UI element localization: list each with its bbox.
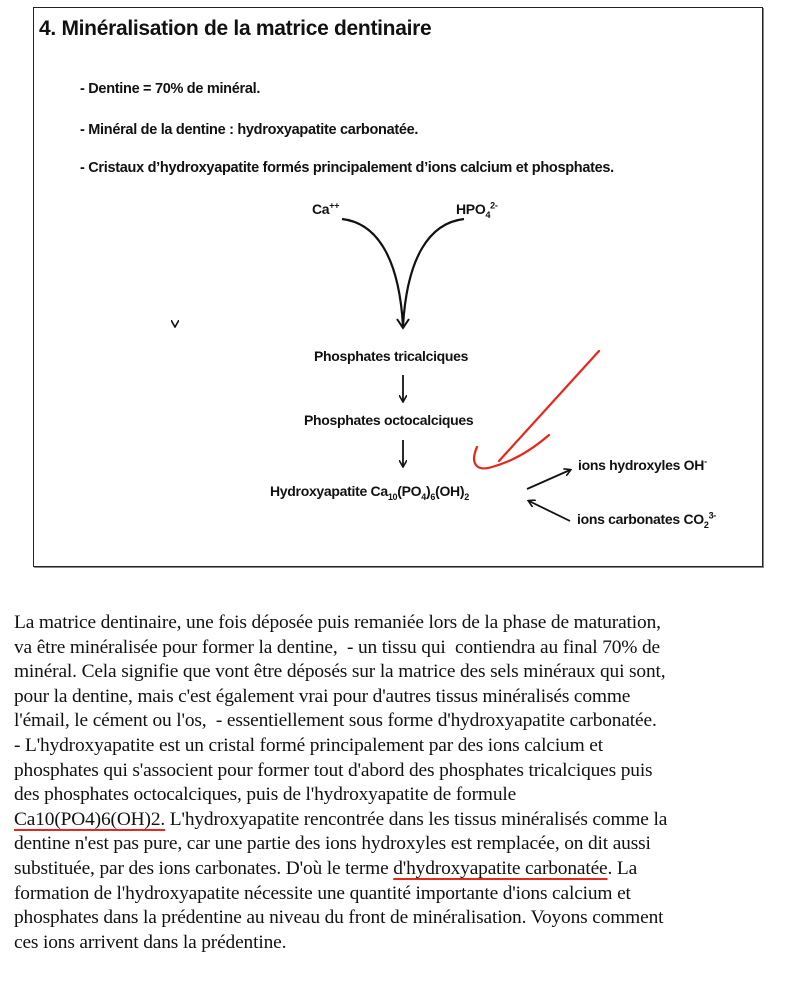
diagram-stroke xyxy=(309,219,370,326)
formula-part-3: (OH) xyxy=(435,483,465,499)
formula-sub-4: 2 xyxy=(464,491,469,502)
lecture-slide xyxy=(33,7,763,567)
text-segment: . La xyxy=(607,857,638,879)
calcium-ion-label xyxy=(312,201,339,217)
text-line: des phosphates octocalciques, puis de l'hydroxyapatite de formule xyxy=(14,784,517,806)
formula-part-1: (PO xyxy=(397,483,422,499)
formula-part-2: ) xyxy=(425,483,431,499)
text-line: pour la dentine, mais c'est également vrai pour d'autres tissus minéralisés comme xyxy=(14,685,631,707)
tricalcic-phosphates-label: Phosphates tricalciques xyxy=(314,348,469,364)
carbonate-subscript: 2 xyxy=(703,519,709,530)
text-segment: substituée, par des ions carbonates. D'où le terme xyxy=(14,857,394,879)
calcium-curve-arrow xyxy=(342,219,403,326)
text-line: formation de l'hydroxyapatite nécessite une quantité importante d'ions calcium et xyxy=(14,882,631,904)
bullet-dentine-mineral: - Dentine = 70% de minéral. xyxy=(80,81,261,97)
carbonate-charge: 3- xyxy=(708,510,716,521)
arrow-from-carbonate-ions xyxy=(529,501,570,521)
text-line: La matrice dentinaire, une fois déposée puis remaniée lors de la phase de maturation, xyxy=(14,612,661,633)
text-line: phosphates dans la prédentine au niveau du front de minéralisation. Voyons comment xyxy=(14,907,664,929)
phosphate-symbol: HPO xyxy=(456,201,486,217)
arrow-to-hydroxyl-ions xyxy=(527,470,570,489)
formula-sub-1: 10 xyxy=(387,491,398,502)
text-line: - L'hydroxyapatite est un cristal formé principalement par des ions calcium et xyxy=(14,734,603,756)
text-line xyxy=(14,808,794,833)
phosphate-ion-label xyxy=(456,200,498,220)
text-line: va être minéralisée pour former la dentine, - un tissu qui contiendra au final 70% de xyxy=(14,636,661,658)
text-line: ces ions arrivent dans la prédentine. xyxy=(14,931,287,953)
hydroxyapatite-formula-label xyxy=(270,483,469,502)
octocalcic-phosphates-label: Phosphates octocalciques xyxy=(304,412,474,428)
hydroxyl-text: ions hydroxyles OH xyxy=(578,457,705,473)
converging-arrow-right xyxy=(175,219,203,326)
text-line: l'émail, le cément ou l'os, - essentiellement sous forme d'hydroxyapatite carbonatée. xyxy=(14,710,657,732)
converging-arrow-left xyxy=(114,219,175,326)
underlined-term: d'hydroxyapatite carbonatée xyxy=(393,857,608,879)
hydroxyl-charge: - xyxy=(704,456,707,467)
text-line: phosphates qui s'associent pour former tout d'abord des phosphates tricalciques puis xyxy=(14,759,653,781)
hydroxyl-ions-label xyxy=(578,457,707,473)
text-segment: L'hydroxyapatite rencontrée dans les tissus minéralisés comme la xyxy=(165,808,668,830)
formula-sub-2: 4 xyxy=(421,491,426,502)
transcript-paragraph xyxy=(14,611,794,955)
red-annotation-stroke-1 xyxy=(499,351,599,461)
calcium-charge: ++ xyxy=(329,200,340,211)
formula-sub-3: 6 xyxy=(430,491,436,502)
carbonate-text: ions carbonates CO xyxy=(577,511,704,527)
text-line: minéral. Cela signifie que vont être déposés sur la matrice des sels minéraux qui sont, xyxy=(14,661,666,683)
hydroxyapatite-text: Hydroxyapatite Ca xyxy=(270,483,388,499)
red-annotation-stroke-2 xyxy=(474,435,549,468)
bullet-mineral-type: - Minéral de la dentine : hydroxyapatite carbonatée. xyxy=(80,122,419,138)
phosphate-charge: 2- xyxy=(490,200,498,211)
text-line xyxy=(14,857,794,882)
text-line: dentine n'est pas pure, car une partie des ions hydroxyles est remplacée, on dit aussi xyxy=(14,833,651,855)
phosphate-subscript: 4 xyxy=(485,209,491,220)
calcium-symbol: Ca xyxy=(312,201,330,217)
bullet-crystal-composition: - Cristaux d’hydroxyapatite formés principalement d’ions calcium et phosphates. xyxy=(80,160,614,176)
slide-title: 4. Minéralisation de la matrice dentinaire xyxy=(39,17,432,40)
underlined-formula: Ca10(PO4)6(OH)2. xyxy=(14,808,166,830)
carbonate-ions-label xyxy=(577,510,716,530)
phosphate-curve-arrow xyxy=(403,219,464,326)
